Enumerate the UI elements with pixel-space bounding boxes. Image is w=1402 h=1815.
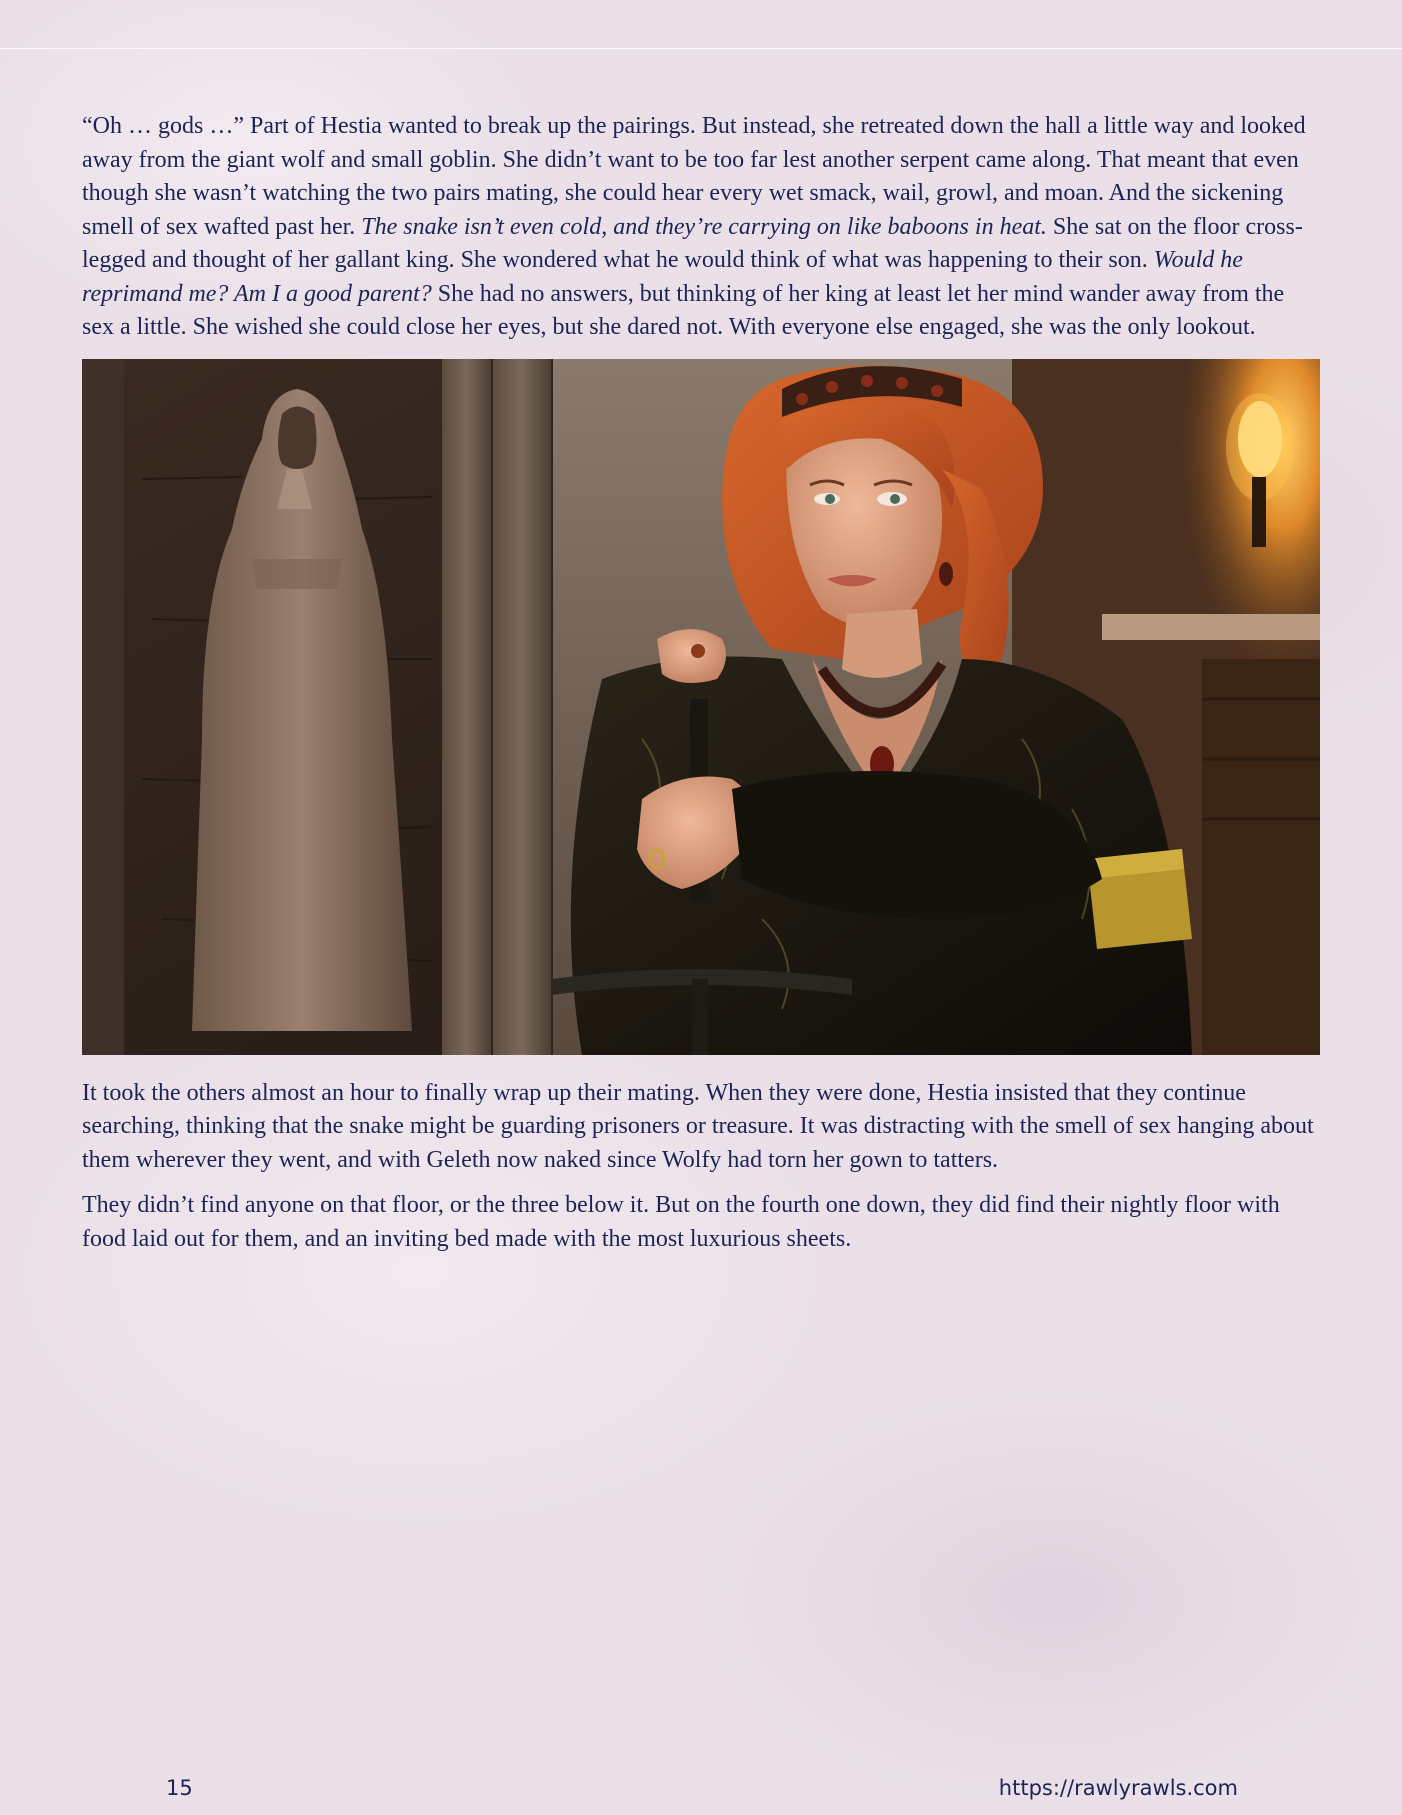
footer-url: https://rawlyrawls.com xyxy=(998,1776,1238,1800)
page-content xyxy=(82,110,1322,1256)
page-number: 15 xyxy=(166,1776,193,1800)
body-paragraph-1 xyxy=(82,110,1322,345)
story-illustration xyxy=(82,359,1320,1055)
body-paragraph-2: It took the others almost an hour to finally wrap up their mating. When they were done, Hestia insisted that they continue searching, thinking that the snake might be guarding prisoners or treasure. It was distracting with the smell of sex hanging about them wherever they went, and with Geleth now naked since Wolfy had torn her gown to tatters. xyxy=(82,1079,1314,1173)
paragraph-1-thought-a: The snake isn’t even cold, and they’re carrying on like baboons in heat. xyxy=(361,213,1047,240)
paragraph-1-text-b: She sat on the floor cross-legged and thought of her gallant king. She wondered what he would think of what was happening to their son. xyxy=(82,213,1303,273)
paragraph-1-text-a: “Oh … gods …” Part of Hestia wanted to break up the pairings. But instead, she retreated down the hall a little way and looked away from the giant wolf and small goblin. She didn’t want to be too far lest another serpent came along. That meant that even though she wasn’t watching the two pairs mating, she could hear every wet smack, wail, growl, and moan. And the sickening smell of sex wafted past her. xyxy=(82,113,1306,240)
paragraph-1-text-c: She had no answers, but thinking of her king at least let her mind wander away from the sex a little. She wished she could close her eyes, but she dared not. With everyone else engaged, she was the only lookout. xyxy=(82,280,1285,340)
body-paragraph-3: They didn’t find anyone on that floor, or the three below it. But on the fourth one down, they did find their nightly floor with food laid out for them, and an inviting bed made with the most luxurious sheets. xyxy=(82,1192,1280,1252)
paragraph-1-thought-b: Would he reprimand me? Am I a good parent? xyxy=(82,247,1243,307)
header-rule xyxy=(0,48,1402,49)
